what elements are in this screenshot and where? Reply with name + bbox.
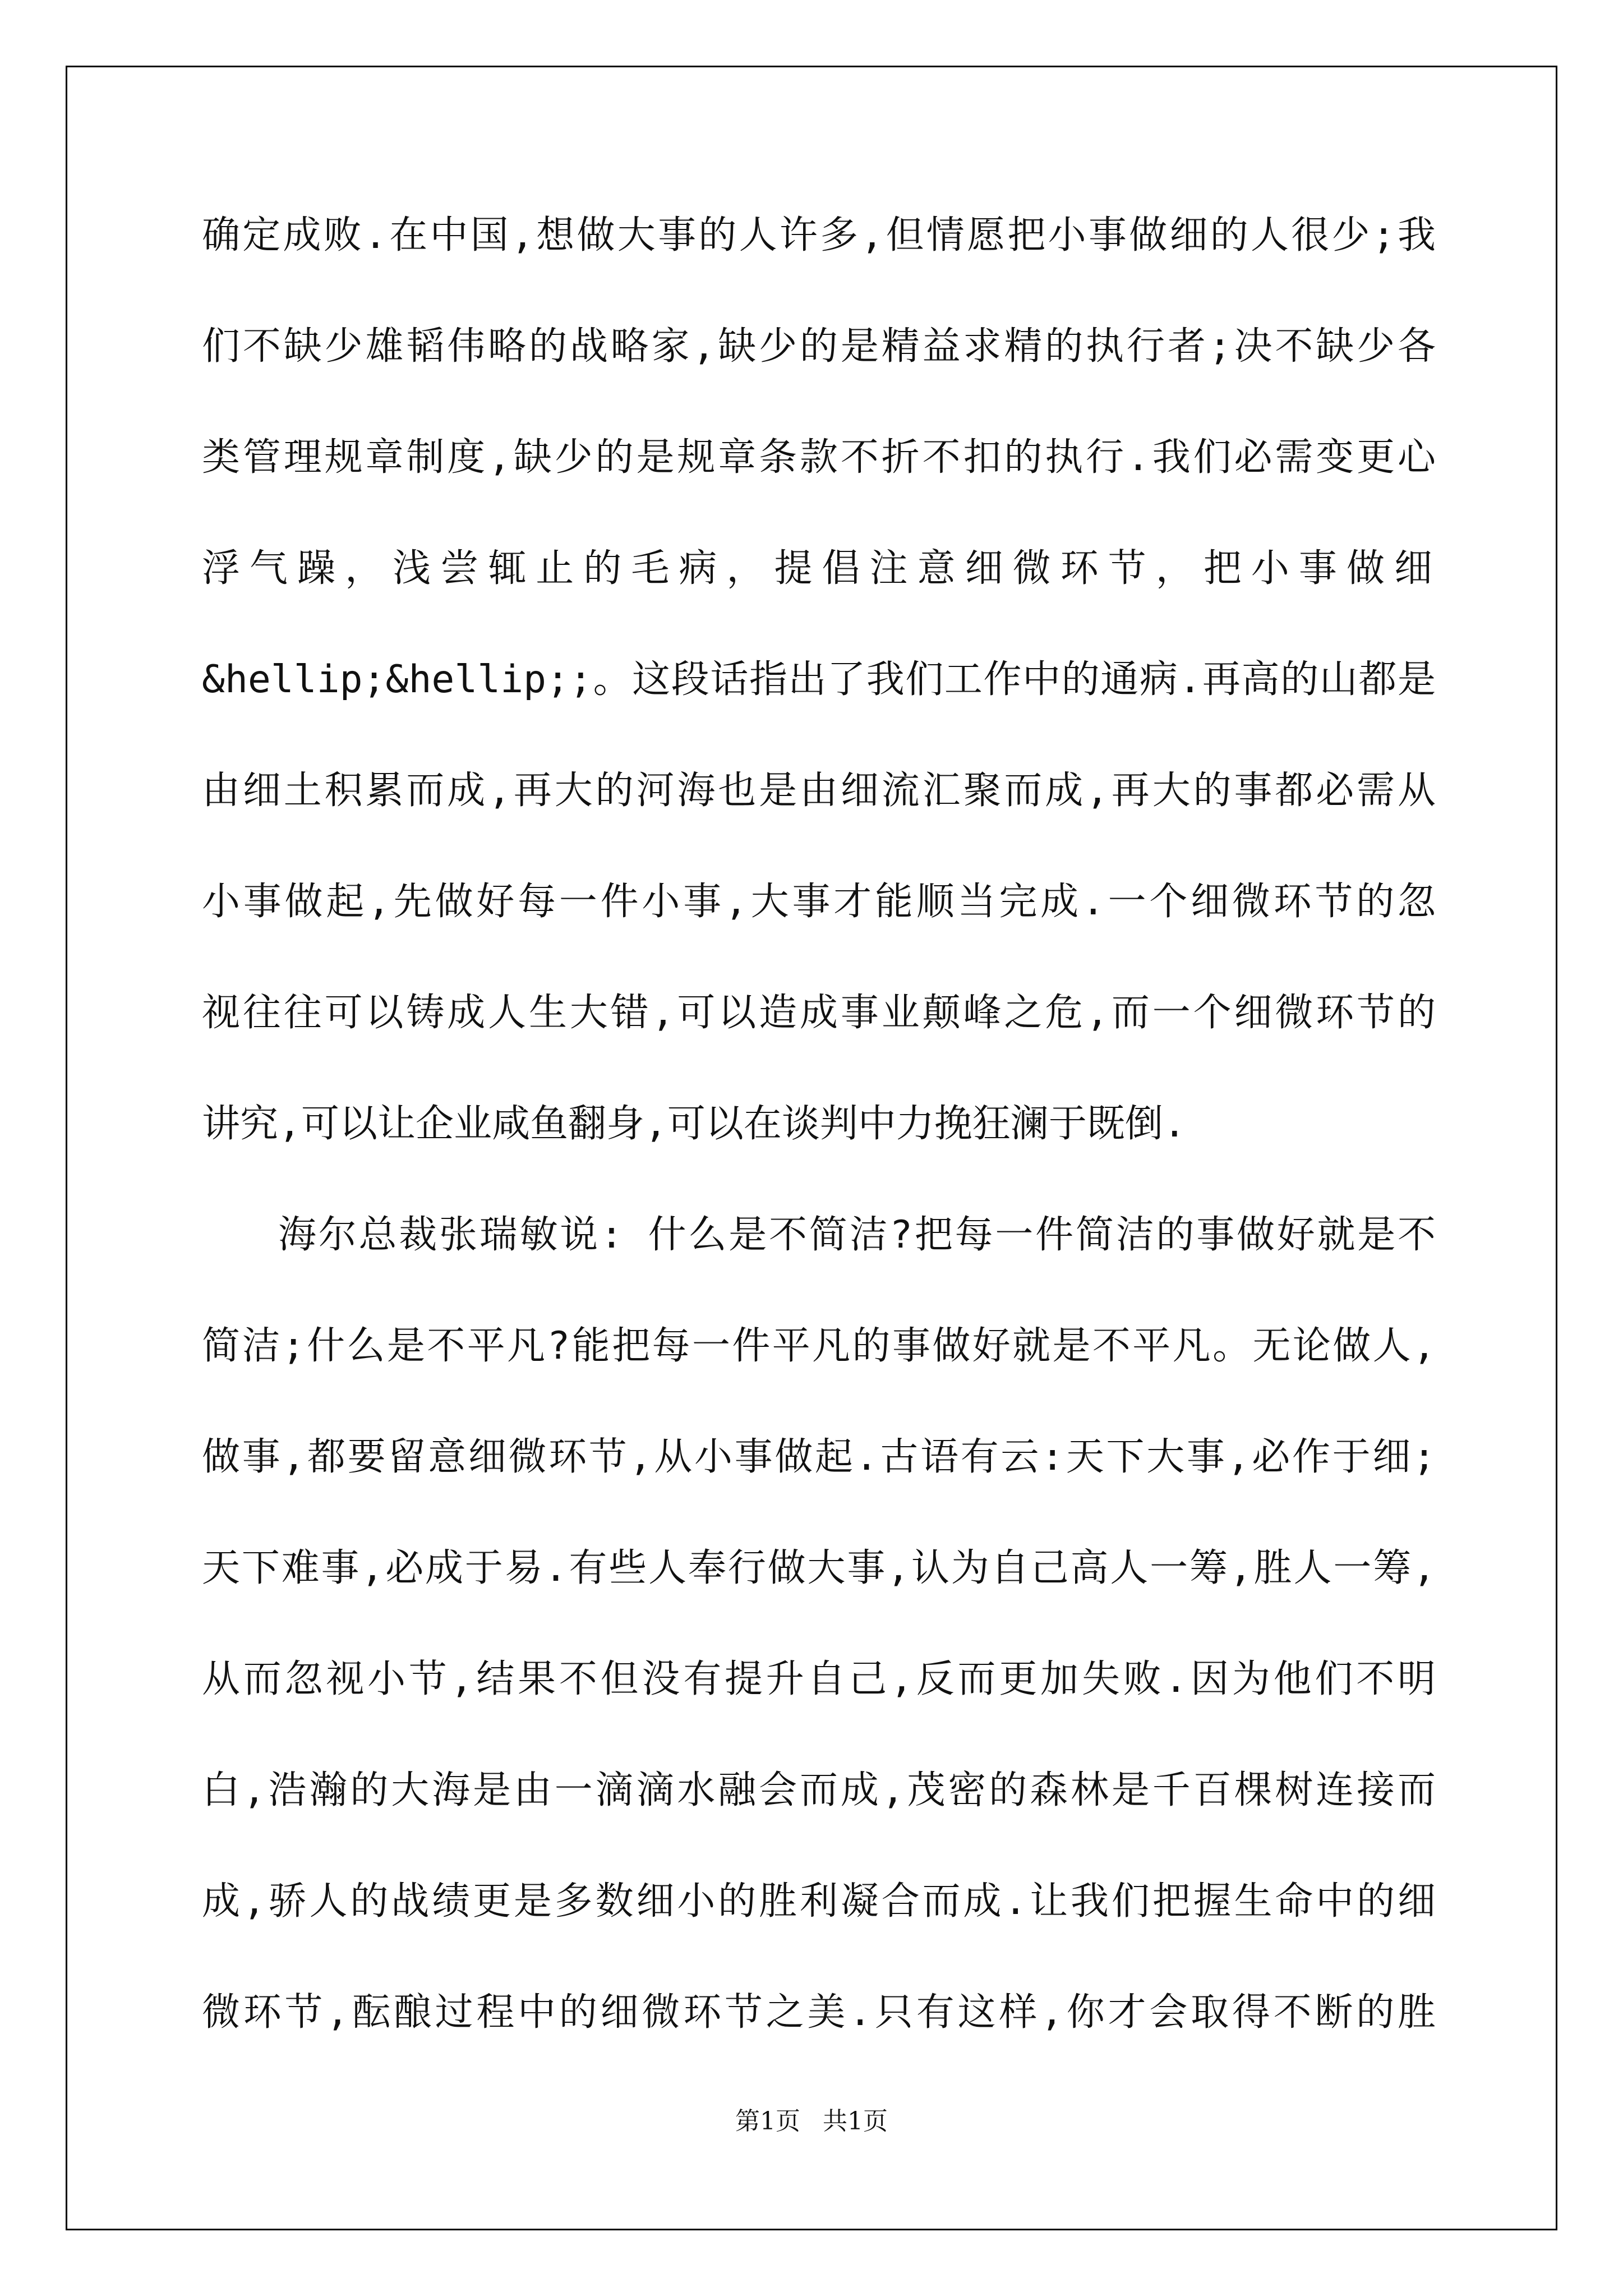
paragraph-1-line-9: 讲究,可以让企业咸鱼翻身,可以在谈判中力挽狂澜于既倒. — [202, 1102, 1186, 1146]
paragraph-1-line-2: 们不缺少雄韬伟略的战略家,缺少的是精益求精的执行者;决不缺少各 — [202, 324, 1436, 369]
paragraph-2-line-8: 微环节,酝酿过程中的细微环节之美.只有这样,你才会取得不断的胜 — [202, 1990, 1436, 2035]
page-footer — [0, 2101, 1623, 2137]
paragraph-1-line-3: 类管理规章制度,缺少的是规章条款不折不扣的执行.我们必需变更心 — [202, 435, 1436, 480]
paragraph-1-line-1: 确定成败.在中国,想做大事的人许多,但情愿把小事做细的人很少;我 — [202, 213, 1436, 257]
paragraph-1-line-5: &hellip;&hellip;;。这段话指出了我们工作中的通病.再高的山都是 — [202, 657, 1436, 702]
paragraph-2-line-4: 天下难事,必成于易.有些人奉行做大事,认为自己高人一筹,胜人一筹, — [202, 1546, 1436, 1590]
paragraph-1-line-4: 浮气躁，浅尝辄止的毛病，提倡注意细微环节，把小事做细 — [202, 546, 1436, 591]
paragraph-1-line-7: 小事做起,先做好每一件小事,大事才能顺当完成.一个细微环节的忽 — [202, 880, 1436, 924]
paragraph-2-line-7: 成,骄人的战绩更是多数细小的胜利凝合而成.让我们把握生命中的细 — [202, 1879, 1436, 1924]
paragraph-2-line-5: 从而忽视小节,结果不但没有提升自己,反而更加失败.因为他们不明 — [202, 1657, 1436, 1701]
page-number: 第1页 — [735, 2107, 800, 2136]
page-total: 共1页 — [823, 2107, 888, 2136]
paragraph-2-line-3: 做事,都要留意细微环节,从小事做起.古语有云:天下大事,必作于细; — [202, 1435, 1436, 1479]
paragraph-1-line-8: 视往往可以铸成人生大错,可以造成事业颠峰之危,而一个细微环节的 — [202, 991, 1436, 1035]
paragraph-2-line-6: 白,浩瀚的大海是由一滴滴水融会而成,茂密的森林是千百棵树连接而 — [202, 1768, 1436, 1812]
paragraph-2-line-2: 简洁;什么是不平凡?能把每一件平凡的事做好就是不平凡。无论做人, — [202, 1324, 1436, 1368]
paragraph-2-line-1: 海尔总裁张瑞敏说: 什么是不简洁?把每一件简洁的事做好就是不 — [278, 1213, 1436, 1257]
paragraph-1-line-6: 由细土积累而成,再大的河海也是由细流汇聚而成,再大的事都必需从 — [202, 769, 1436, 813]
